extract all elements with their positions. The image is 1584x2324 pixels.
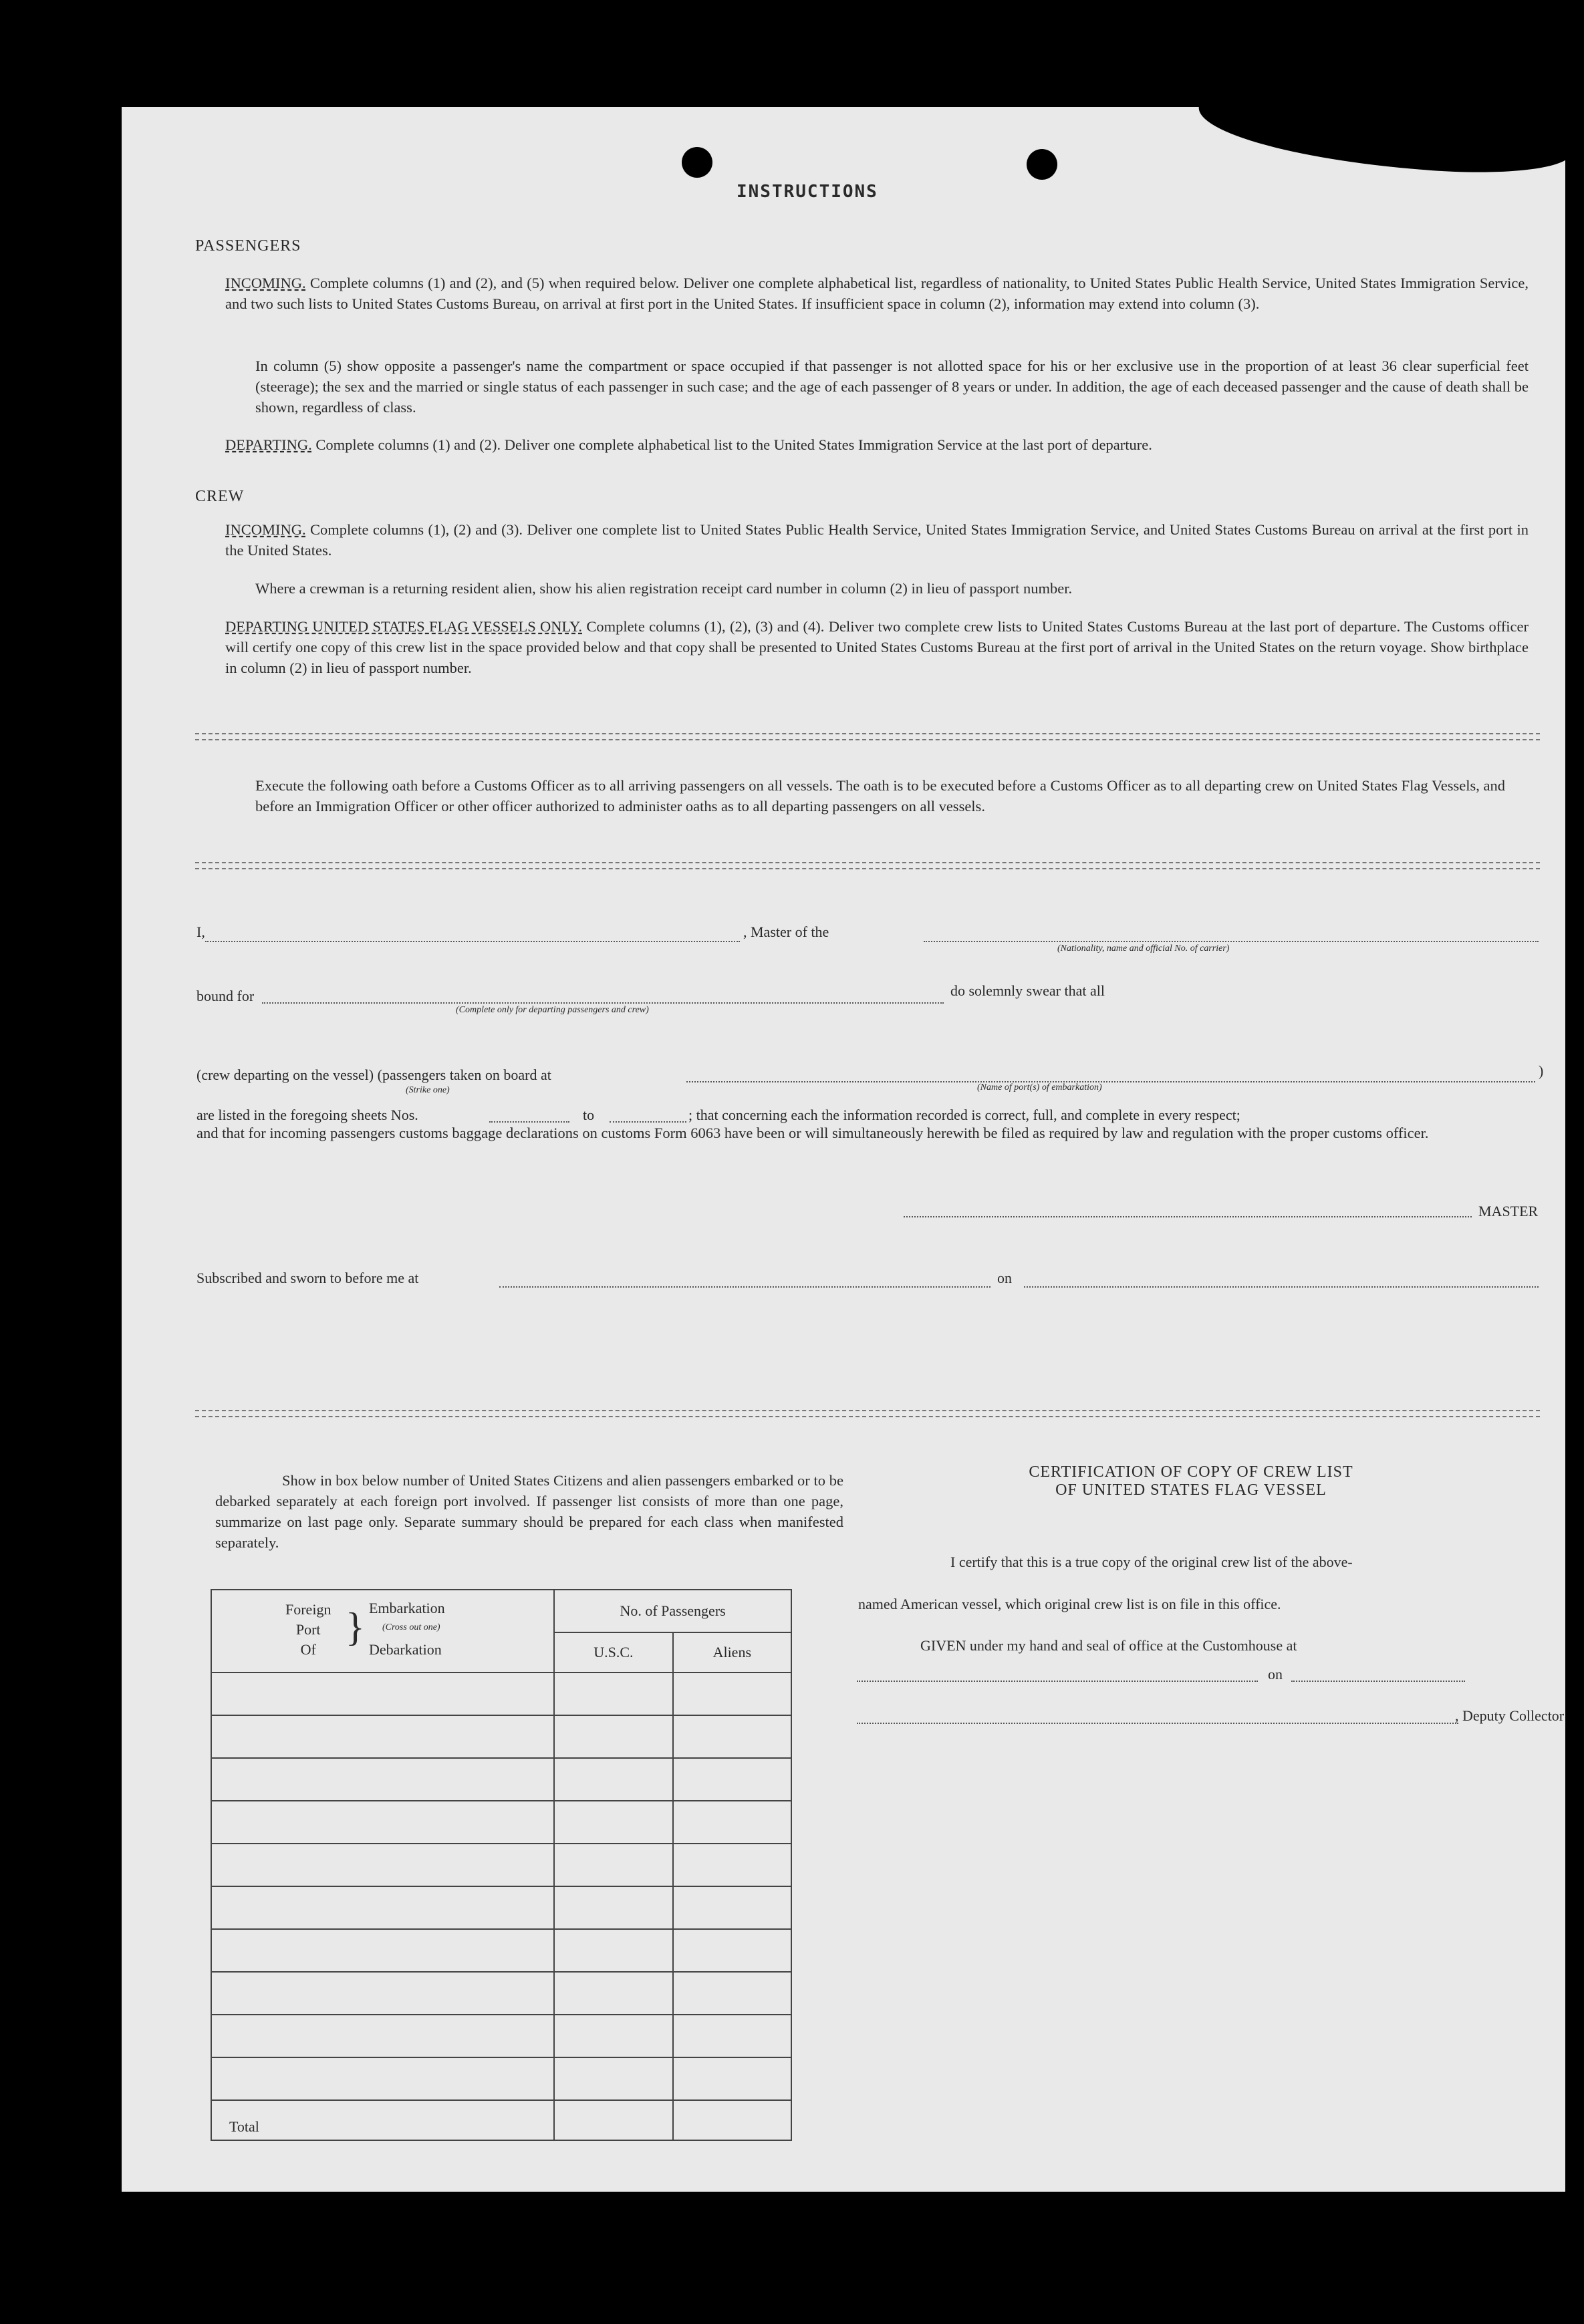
port-cell[interactable] bbox=[211, 1715, 554, 1758]
master-of-label: , Master of the bbox=[743, 923, 829, 940]
port-cell[interactable] bbox=[211, 1972, 554, 2015]
crew-passengers-text: (crew departing on the vessel) (passengers taken on board at bbox=[196, 1066, 551, 1083]
certify-line1: I certify that this is a true copy of the original crew list of the above- bbox=[950, 1554, 1353, 1570]
aliens-cell[interactable] bbox=[673, 1801, 791, 1844]
ports-caption: (Name of port(s) of embarkation) bbox=[977, 1082, 1102, 1093]
no-of-passengers-header: No. of Passengers bbox=[554, 1590, 791, 1632]
ports-field[interactable] bbox=[686, 1081, 1535, 1082]
customhouse-field[interactable] bbox=[857, 1681, 1258, 1682]
brace-icon: } bbox=[346, 1605, 365, 1649]
table-row bbox=[211, 1758, 791, 1801]
usc-cell[interactable] bbox=[554, 2057, 672, 2100]
passenger-summary-table bbox=[211, 1589, 792, 2141]
passengers-heading: PASSENGERS bbox=[195, 237, 301, 255]
usc-total-cell[interactable] bbox=[554, 2100, 672, 2140]
certify-line2: named American vessel, which original crew list is on file in this office. bbox=[858, 1596, 1281, 1612]
torn-corner bbox=[1196, 107, 1565, 180]
bound-for-field[interactable] bbox=[262, 1002, 944, 1004]
header-port-cell bbox=[211, 1590, 554, 1673]
passengers-column5: In column (5) show opposite a passenger's name the compartment or space occupied if that passenger is not allotted space for his or her exclusive use in the proportion of at least 36 clear superficial feet (steerage); the sex and the married or single status of each passenger in such case; and the age of each passenger of 8 years or under. In addition, the age of each deceased passenger and the cause of death shall be shown, regardless of class. bbox=[255, 357, 1529, 416]
form-6063-text: and that for incoming passengers customs baggage declarations on customs Form 6063 have been or will simultaneously herewith be filed as required by law and regulation with the proper customs officer. bbox=[196, 1125, 1429, 1141]
passengers-incoming bbox=[225, 273, 1529, 314]
master-label: MASTER bbox=[1478, 1203, 1539, 1219]
solemnly-swear-text: do solemnly swear that all bbox=[950, 982, 1105, 999]
aliens-cell[interactable] bbox=[673, 1929, 791, 1972]
subscribed-label: Subscribed and sworn to before me at bbox=[196, 1270, 419, 1286]
aliens-total-cell[interactable] bbox=[673, 2100, 791, 2140]
divider bbox=[195, 1416, 1540, 1417]
port-cell[interactable] bbox=[211, 1886, 554, 1929]
aliens-header: Aliens bbox=[673, 1632, 791, 1673]
crew-incoming-label: INCOMING. bbox=[225, 521, 306, 538]
aliens-cell[interactable] bbox=[673, 1715, 791, 1758]
aliens-cell[interactable] bbox=[673, 1886, 791, 1929]
passengers-incoming-label: INCOMING. bbox=[225, 275, 306, 291]
sworn-at-field[interactable] bbox=[499, 1286, 991, 1288]
to-label: to bbox=[583, 1107, 595, 1123]
oath-instructions: Execute the following oath before a Customs Officer as to all arriving passengers on all vessels. The oath is to be executed before a Customs Officer as to all departing crew on United States Flag Vessels, and before an Immigration Officer or other officer authorized to administer oaths as to all departing passengers on all vessels. bbox=[255, 777, 1505, 815]
crew-incoming-text: Complete columns (1), (2) and (3). Deliver one complete list to United States Public Health Service, United States Immigration Service, and United States Customs Bureau on arrival at the first port in the United States. bbox=[225, 521, 1529, 559]
table-row bbox=[211, 1715, 791, 1758]
summary-instructions: Show in box below number of United States Citizens and alien passengers embarked or to be debarked separately at each foreign port involved. If passenger list consists of more than one page, summarize on last page only. Separate summary should be prepared for each class when manifested separately. bbox=[215, 1472, 843, 1551]
given-line: GIVEN under my hand and seal of office at the Customhouse at bbox=[920, 1637, 1297, 1654]
vessel-field[interactable] bbox=[924, 941, 1539, 942]
passengers-departing-label: DEPARTING. bbox=[225, 436, 312, 453]
concerning-text: ; that concerning each the information recorded is correct, full, and complete in every respect; bbox=[688, 1107, 1240, 1123]
crew-departing bbox=[225, 616, 1529, 678]
port-cell[interactable] bbox=[211, 2057, 554, 2100]
port-label: Port bbox=[295, 1621, 321, 1638]
aliens-cell[interactable] bbox=[673, 1972, 791, 2015]
usc-header: U.S.C. bbox=[554, 1632, 672, 1673]
cert-on-label: on bbox=[1268, 1666, 1283, 1683]
close-paren: ) bbox=[1539, 1062, 1544, 1079]
table-row bbox=[211, 2015, 791, 2057]
complete-only-caption: (Complete only for departing passengers and crew) bbox=[456, 1005, 649, 1015]
usc-cell[interactable] bbox=[554, 1758, 672, 1801]
table-row bbox=[211, 1972, 791, 2015]
usc-cell[interactable] bbox=[554, 1715, 672, 1758]
foreign-label: Foreign bbox=[285, 1601, 332, 1618]
divider bbox=[195, 739, 1540, 740]
punch-hole-right bbox=[1027, 149, 1057, 180]
strike-one-caption: (Strike one) bbox=[406, 1085, 450, 1095]
port-cell[interactable] bbox=[211, 2015, 554, 2057]
usc-cell[interactable] bbox=[554, 1929, 672, 1972]
on-label: on bbox=[997, 1270, 1012, 1286]
passengers-departing-text: Complete columns (1) and (2). Deliver one complete alphabetical list to the United States Immigration Service at the last port of departure. bbox=[315, 436, 1152, 453]
aliens-cell[interactable] bbox=[673, 1844, 791, 1886]
table-row bbox=[211, 1801, 791, 1844]
divider bbox=[195, 733, 1540, 734]
usc-cell[interactable] bbox=[554, 1886, 672, 1929]
table-row bbox=[211, 1673, 791, 1715]
port-cell[interactable] bbox=[211, 1758, 554, 1801]
embarkation-label: Embarkation bbox=[369, 1600, 445, 1616]
are-listed-label: are listed in the foregoing sheets Nos. bbox=[196, 1107, 418, 1123]
usc-cell[interactable] bbox=[554, 2015, 672, 2057]
bound-for-label: bound for bbox=[196, 988, 255, 1004]
table-row bbox=[211, 1929, 791, 1972]
punch-hole-left bbox=[682, 147, 712, 178]
deputy-collector-label: , Deputy Collector bbox=[1455, 1707, 1565, 1724]
aliens-cell[interactable] bbox=[673, 1758, 791, 1801]
page-title: INSTRUCTIONS bbox=[737, 182, 878, 202]
master-name-field[interactable] bbox=[205, 941, 740, 942]
port-cell[interactable] bbox=[211, 1801, 554, 1844]
usc-cell[interactable] bbox=[554, 1844, 672, 1886]
nationality-caption: (Nationality, name and official No. of carrier) bbox=[1057, 943, 1230, 954]
crew-incoming bbox=[225, 519, 1529, 561]
table-row bbox=[211, 1886, 791, 1929]
table-row bbox=[211, 2057, 791, 2100]
oath-i-label: I, bbox=[196, 923, 205, 940]
crew-alien-note: Where a crewman is a returning resident alien, show his alien registration receipt card number in column (2) in lieu of passport number. bbox=[255, 580, 1073, 597]
divider bbox=[195, 868, 1540, 869]
total-label: Total bbox=[211, 2100, 554, 2140]
port-cell[interactable] bbox=[211, 1673, 554, 1715]
crew-heading: CREW bbox=[195, 488, 245, 505]
master-signature-field[interactable] bbox=[904, 1216, 1472, 1217]
port-cell[interactable] bbox=[211, 1844, 554, 1886]
aliens-cell[interactable] bbox=[673, 2015, 791, 2057]
usc-cell[interactable] bbox=[554, 1972, 672, 2015]
cross-out-caption: (Cross out one) bbox=[382, 1622, 440, 1632]
cert-date-field[interactable] bbox=[1291, 1681, 1465, 1682]
aliens-cell[interactable] bbox=[673, 1673, 791, 1715]
usc-cell[interactable] bbox=[554, 1673, 672, 1715]
usc-cell[interactable] bbox=[554, 1801, 672, 1844]
of-label: Of bbox=[300, 1641, 316, 1658]
certification-title-line2: OF UNITED STATES FLAG VESSEL bbox=[1055, 1481, 1327, 1499]
debarkation-label: Debarkation bbox=[369, 1641, 442, 1658]
divider bbox=[195, 1410, 1540, 1411]
divider bbox=[195, 862, 1540, 863]
sworn-on-field[interactable] bbox=[1024, 1286, 1539, 1288]
crew-departing-label: DEPARTING UNITED STATES FLAG VESSELS ONLY. bbox=[225, 618, 583, 635]
total-row bbox=[211, 2100, 791, 2140]
deputy-signature-field[interactable] bbox=[857, 1723, 1458, 1724]
passengers-departing bbox=[225, 434, 1529, 455]
aliens-cell[interactable] bbox=[673, 2057, 791, 2100]
form-page bbox=[122, 107, 1565, 2192]
certification-title bbox=[890, 1463, 1492, 1499]
port-cell[interactable] bbox=[211, 1929, 554, 1972]
passengers-incoming-text: Complete columns (1) and (2), and (5) when required below. Deliver one complete alphabetical list, regardless of nationality, to United States Public Health Service, United States Immigration Service, and two such lists to United States Customs Bureau, on arrival at first port in the United States. If insufficient space in column (2), information may extend into column (3). bbox=[225, 275, 1529, 312]
certification-title-line1: CERTIFICATION OF COPY OF CREW LIST bbox=[1029, 1463, 1353, 1481]
table-row bbox=[211, 1844, 791, 1886]
crew-departing-text: Complete columns (1), (2), (3) and (4). Deliver two complete crew lists to United States Customs Bureau at the last port of departure. The Customs officer will certify one copy of this crew list in the space provided below and that copy shall be presented to United States Customs Bureau at the first port of arrival in the United States on the return voyage. Show birthplace in column (2) in lieu of passport number. bbox=[225, 618, 1529, 676]
